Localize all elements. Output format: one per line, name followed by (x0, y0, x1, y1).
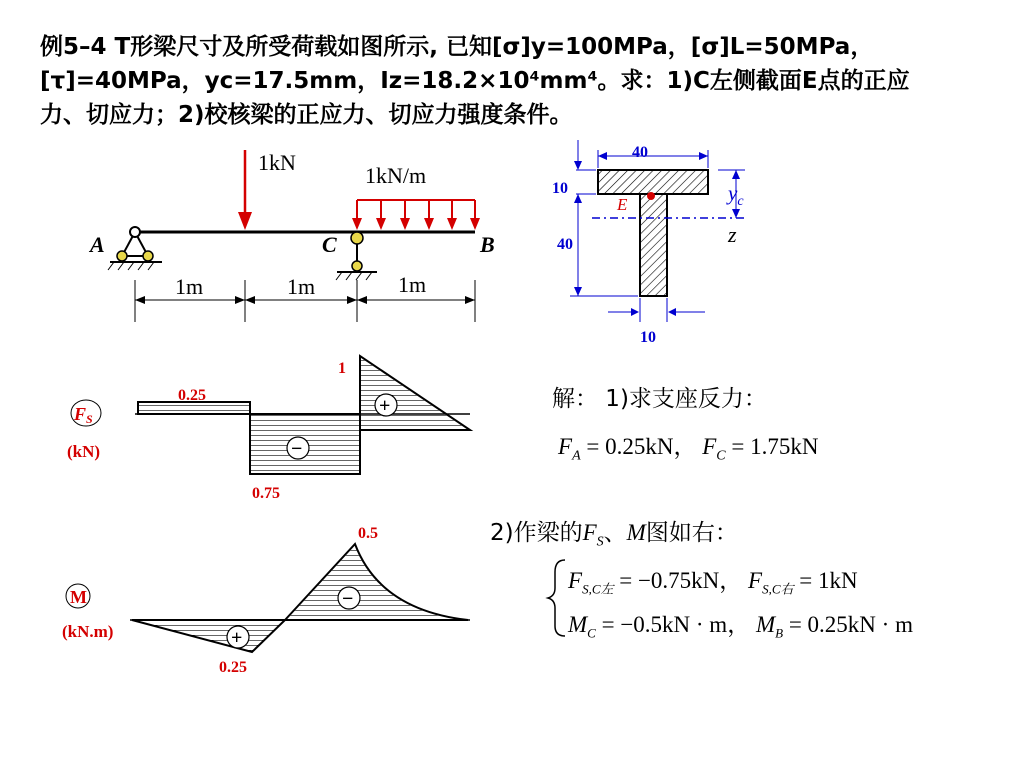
yc-label: $y_c$ (728, 181, 744, 209)
fs-c-left-value: = −0.75kN， (619, 568, 743, 593)
label-a: A (90, 232, 105, 257)
moment-sign-neg: − (342, 588, 354, 610)
point-load-arrowhead (238, 212, 252, 230)
mc-value: = −0.5kN · m， (601, 612, 751, 637)
shear-segment-cb (360, 356, 470, 430)
fs-c-left-sub: S,C左 (582, 581, 614, 597)
shear-axis-label: FS (74, 404, 93, 426)
t-section (552, 140, 745, 346)
moment-sign-pos: + (231, 627, 243, 649)
fs-c-right-value: = 1kN (799, 568, 858, 593)
problem-line-2: [τ]=40MPa，yc=17.5mm，Iz=18.2×10⁴mm⁴。求：1)C左侧截面E点的正应 (40, 68, 910, 94)
solution-step1 (552, 380, 767, 413)
shear-diagram (67, 356, 470, 502)
step2-tail: 图如右： (645, 520, 738, 546)
reaction-c-name: F (702, 434, 717, 459)
moment-diagram (62, 525, 470, 676)
shear-unit: (kN) (67, 442, 101, 461)
solution-shear-values: $F_{S,C左} = -0.75kN$， $F_{S,C右} = 1kN$ (568, 568, 858, 597)
web-height-label: 40 (557, 236, 573, 253)
shear-value-start: 0.25 (178, 387, 206, 404)
step1-heading: 解： 1)求支座反力： (552, 386, 767, 412)
mb-sub: B (775, 625, 784, 641)
label-c: C (322, 232, 337, 257)
web-width-label: 10 (640, 329, 656, 346)
equation-brace (548, 560, 565, 636)
point-load-label: 1kN (258, 150, 296, 175)
reaction-c-value: = 1.75kN (731, 434, 819, 459)
reaction-a-name: F (558, 434, 573, 459)
shear-sign-neg-text: − (291, 438, 303, 460)
moment-segment-cb (285, 544, 468, 620)
top-width-label: 40 (632, 144, 648, 161)
moment-value-peak: 0.5 (358, 525, 378, 542)
shear-value-peak: 1 (338, 360, 346, 377)
span-2-label: 1m (287, 274, 316, 299)
problem-line-3: 力、切应力；2)校核梁的正应力、切应力强度条件。 (40, 102, 573, 128)
shear-value-mid: 0.75 (252, 485, 280, 502)
point-e (647, 192, 655, 200)
dist-load-label: 1kN/m (365, 163, 427, 188)
solution-moment-values: $M_C = -0.5kN \cdot m$， $M_B = 0.25kN \cdot m$ (568, 612, 913, 641)
mc-sub: C (587, 625, 596, 641)
beam-diagram (88, 150, 495, 322)
reaction-c-sub: C (716, 448, 726, 464)
mb-value: = 0.25kN · m (788, 612, 913, 637)
flange (598, 170, 708, 194)
fs-c-right-sub: S,C右 (762, 581, 794, 597)
shear-sign-pos-text: + (379, 395, 391, 417)
reaction-a-sub: A (572, 448, 581, 464)
point-e-label: E (617, 195, 628, 214)
problem-line-1: 例5–4 T形梁尺寸及所受荷载如图所示, 已知[σ]y=100MPa，[σ]L=50MPa， (40, 34, 874, 60)
span-3-label: 1m (398, 272, 427, 297)
step2-heading: 2)作梁的 (490, 520, 583, 546)
moment-axis-label: M (70, 587, 87, 607)
distributed-load (352, 200, 480, 230)
moment-segment-ac (132, 620, 285, 652)
z-axis-label: z (728, 222, 737, 247)
span-1-label: 1m (175, 274, 204, 299)
solution-step2: 2)作梁的$F_S$、M图如右： (490, 520, 738, 550)
solution-reactions (558, 428, 818, 465)
support-c (336, 232, 377, 280)
reaction-a-value: = 0.25kN， (586, 434, 697, 459)
flange-thickness-label: 10 (552, 180, 568, 197)
web (640, 194, 667, 296)
label-b: B (480, 232, 495, 257)
moment-value-low: 0.25 (219, 659, 247, 676)
moment-unit: (kN.m) (62, 622, 114, 641)
